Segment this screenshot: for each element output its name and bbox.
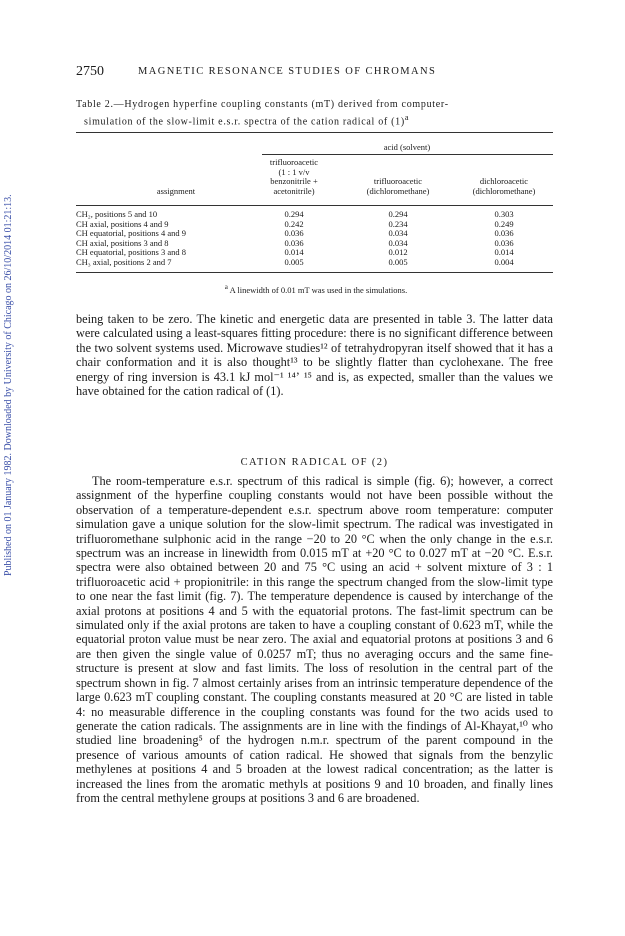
column-header-2-line-1: trifluoroacetic bbox=[373, 176, 423, 186]
table-cell: 0.036 bbox=[284, 237, 304, 248]
table-row-label: CH axial, positions 4 and 9 bbox=[76, 218, 169, 229]
table-row-label: CH equatorial, positions 3 and 8 bbox=[76, 247, 187, 258]
caption-superscript: a bbox=[404, 113, 410, 122]
caption-label: Table 2. bbox=[76, 99, 114, 110]
section-heading: CATION RADICAL OF (2) bbox=[240, 457, 389, 468]
running-head: MAGNETIC RESONANCE STUDIES OF CHROMANS bbox=[138, 66, 437, 77]
page-number: 2750 bbox=[76, 64, 104, 79]
footnote-mark: a bbox=[224, 283, 228, 291]
table-caption bbox=[76, 98, 556, 128]
body-paragraph-2: The room-temperature e.s.r. spectrum of this radical is simple (fig. 6); however, a correct assignment of the hyperfine coupling constants would not have been possible without the observation of a temperature-dependent e.s.r. spectrum above room temperature: computer simulation gave a unique solution for the slow-limit spectrum. The radical was investigated in trifluoromethane sulphonic acid in the range −20 to 20 °C when the only change in the e.s.r. spectrum was an increase in linewidth from 0.015 mT at +20 °C to 0.027 mT at −20 °C. E.s.r. spectra were also obtained between 20 and 75 °C using an acid + solvent mixture of 3 : 1 trifluoroacetic acid + propionitrile: in this range the spectrum changed from the slow-limit type to one near the fast limit (fig. 7). The temperature dependence is caused by interchange of the axial protons at positions 4 and 5 with the equatorial protons. The fast-limit spectrum can be simulated only if the axial protons are taken to have a coupling constant of 0.623 mT, while the equatorial proton value must be near zero. The axial and equatorial protons at positions 3 and 6 are then given the single value of 0.0257 mT; thus no averaging occurs and the same fine-structure is present at slow and fast limits. The loss of resolution in the central part of the spectrum shown in fig. 7 almost certainly arises from an intrinsic temperature dependence of the large 0.623 mT coupling constant. The coupling constants measured at 20 °C are listed in table 4: no measurable difference in the coupling constants was found for the two acids used to generate the cation radicals. The assignments are in line with the findings of Al-Khayat,¹⁰ who studied line broadening⁵ of the hydrogen n.m.r. spectrum of the parent compound in the presence of various amounts of cation radical. He showed that signals from the benzylic methylenes at positions 4 and 5 broaden at the lowest radical concentration; as the latter is increased the lines from the aromatic methyls at positions 9 and 10 broaden, and finally lines from the central methylene groups at positions 3 and 6 are broadened. bbox=[76, 474, 553, 805]
table-cell: 0.034 bbox=[388, 237, 408, 248]
column-header-2 bbox=[352, 177, 444, 196]
column-header-1-line-1: trifluoroacetic bbox=[269, 157, 319, 167]
body-paragraph-1: being taken to be zero. The kinetic and energetic data are presented in table 3. The latter data were calculated using a least-squares fitting procedure: there is no significant difference between the two solvent systems used. Microwave studies¹² of tetrahydropyran itself showed that it has a chair conformation and it is also thought¹³ to be slightly flatter than cyclohexane. The free energy of ring inversion is 43.1 kJ mol⁻¹ ¹⁴ʼ ¹⁵ and is, as expected, smaller than the values we have obtained for the cation radical of (1). bbox=[76, 312, 553, 399]
table-footnote bbox=[76, 283, 556, 295]
table-cell: 0.036 bbox=[494, 228, 514, 239]
column-values-1 bbox=[248, 210, 340, 268]
table-row-label: CH equatorial, positions 4 and 9 bbox=[76, 228, 187, 239]
caption-line-2: simulation of the slow-limit e.s.r. spectra of the cation radical of (1) bbox=[84, 116, 405, 128]
table-bottom-rule bbox=[76, 272, 553, 273]
group-header-acid-solvent: acid (solvent) bbox=[383, 142, 431, 152]
table-cell: 0.036 bbox=[284, 228, 304, 239]
column-header-1-line-3: benzonitrile + bbox=[270, 176, 318, 187]
column-values-3 bbox=[458, 210, 550, 268]
page-header bbox=[76, 64, 556, 80]
table-cell: 0.294 bbox=[284, 209, 304, 219]
table-cell: 0.034 bbox=[388, 228, 408, 239]
table-top-rule bbox=[76, 132, 553, 133]
download-watermark: Published on 01 January 1982. Downloaded by University of Chicago on 26/10/2014 01:21:13. bbox=[3, 194, 14, 576]
row-labels bbox=[76, 210, 276, 268]
table-cell: 0.234 bbox=[388, 218, 408, 229]
table-cell: 0.004 bbox=[494, 256, 514, 267]
table-row-label: CH₃ axial, positions 2 and 7 bbox=[76, 256, 172, 267]
table-header-rule bbox=[76, 205, 553, 206]
table-cell: 0.014 bbox=[284, 247, 304, 258]
table-cell: 0.005 bbox=[388, 256, 408, 267]
group-header-rule bbox=[262, 154, 553, 155]
table-cell: 0.294 bbox=[388, 209, 408, 219]
column-header-3-line-1: dichloroacetic bbox=[479, 176, 529, 186]
table-cell: 0.249 bbox=[494, 218, 514, 229]
table-cell: 0.036 bbox=[494, 237, 514, 248]
table-row-label: CH axial, positions 3 and 8 bbox=[76, 237, 169, 248]
table-cell: 0.005 bbox=[284, 256, 304, 267]
caption-line-1: —Hydrogen hyperfine coupling constants (mT) derived from computer- bbox=[113, 99, 449, 110]
table-cell: 0.242 bbox=[284, 218, 304, 229]
table-cell: 0.012 bbox=[388, 247, 408, 258]
column-header-3 bbox=[458, 177, 550, 196]
table-row-label: CH₂, positions 5 and 10 bbox=[76, 209, 158, 219]
column-values-2 bbox=[352, 210, 444, 268]
column-header-2-line-2: (dichloromethane) bbox=[366, 185, 430, 196]
table-cell: 0.303 bbox=[494, 209, 514, 219]
column-header-1-line-2: (1 : 1 v/v bbox=[278, 166, 310, 177]
column-header-3-line-2: (dichloromethane) bbox=[472, 185, 536, 196]
footnote-text: A linewidth of 0.01 mT was used in the simulations. bbox=[229, 284, 408, 295]
row-header-assignment: assignment bbox=[156, 186, 196, 196]
column-header-1-line-4: acetonitrile) bbox=[273, 185, 315, 196]
table-cell: 0.014 bbox=[494, 247, 514, 258]
